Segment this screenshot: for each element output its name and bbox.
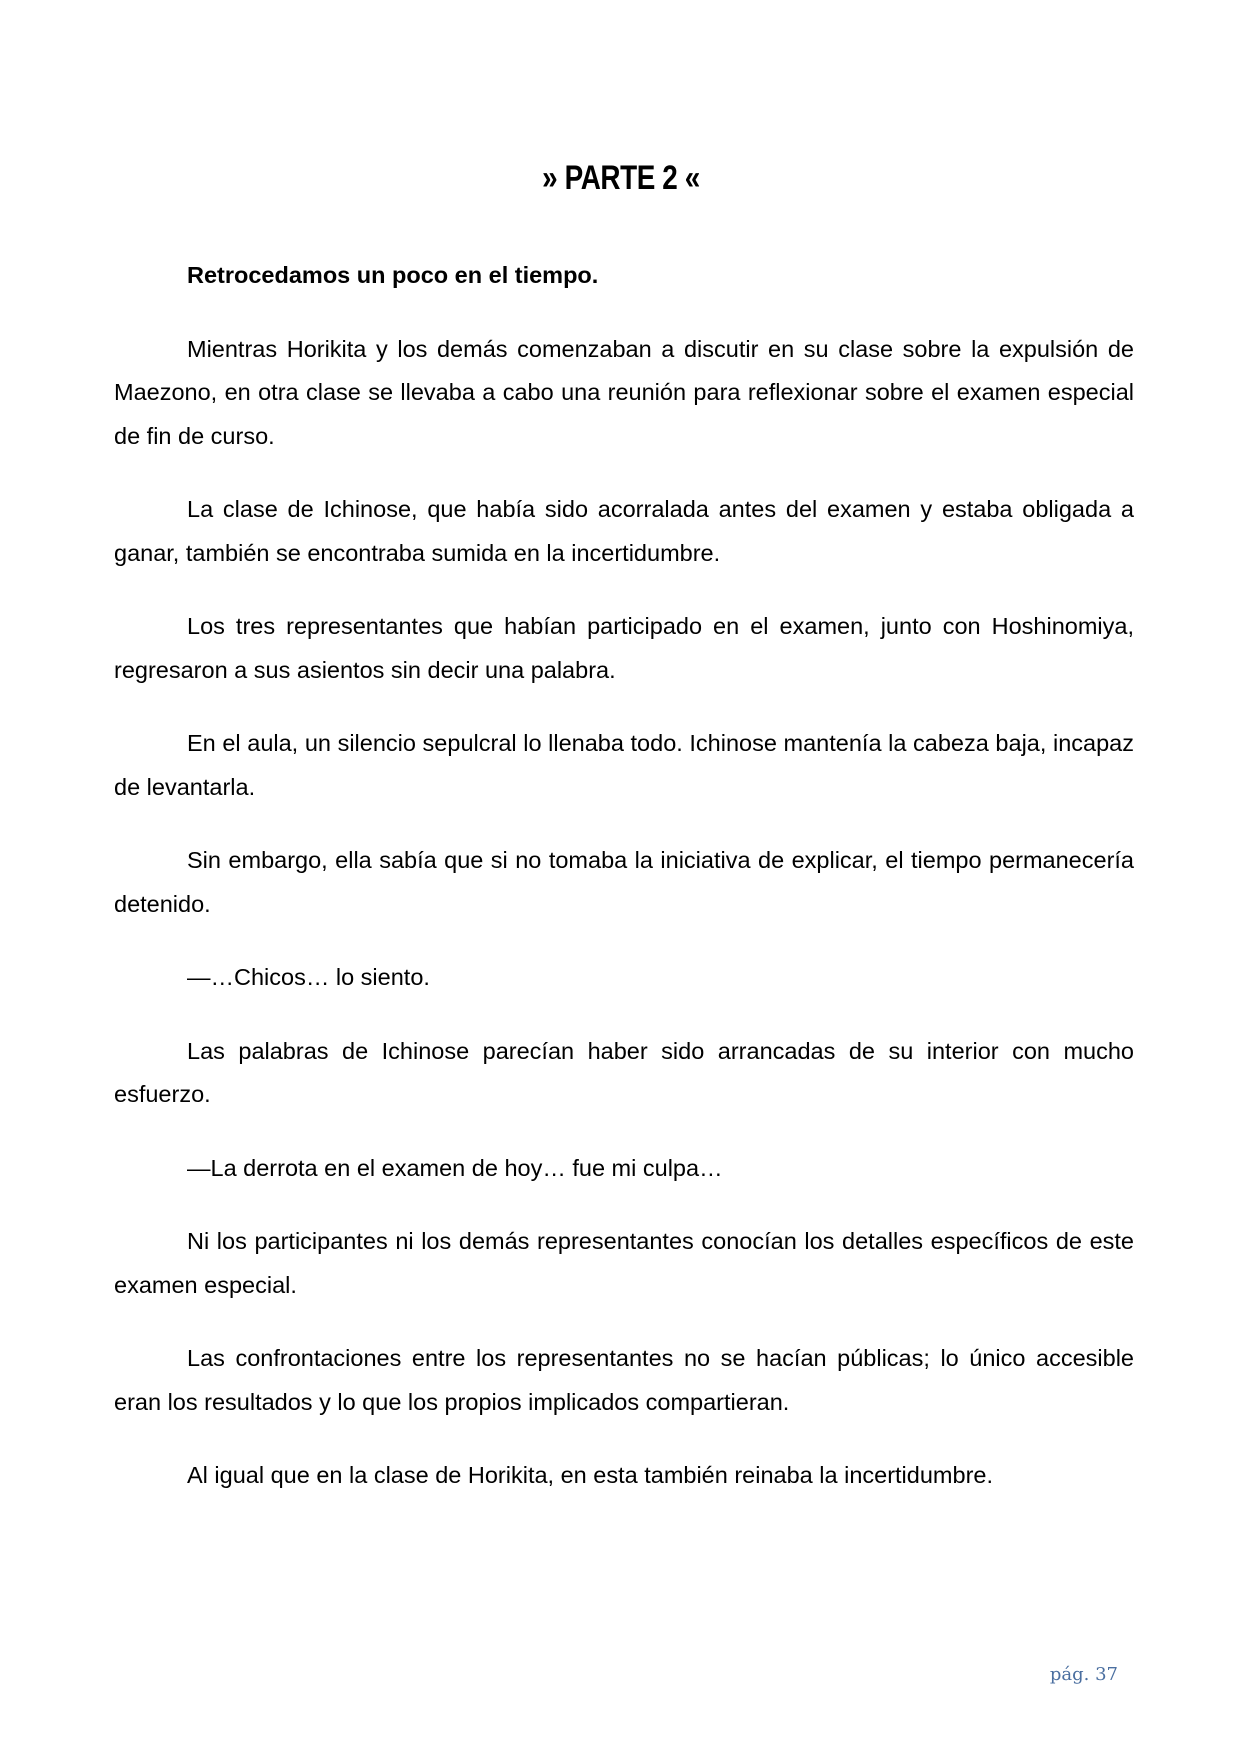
paragraph: Las palabras de Ichinose parecían haber sido arrancadas de su interior con mucho esfuerzo. [114, 1037, 1134, 1107]
dialogue-paragraph: —La derrota en el examen de hoy… fue mi culpa… [187, 1154, 723, 1181]
paragraph: En el aula, un silencio sepulcral lo llenaba todo. Ichinose mantenía la cabeza baja, incapaz de levantarla. [114, 730, 1134, 800]
dialogue-paragraph: —…Chicos… lo siento. [187, 964, 430, 990]
paragraph: Sin embargo, ella sabía que si no tomaba la iniciativa de explicar, el tiempo permanecería detenido. [114, 847, 1134, 917]
paragraph: Al igual que en la clase de Horikita, en esta también reinaba la incertidumbre. [187, 1462, 993, 1488]
paragraph: Mientras Horikita y los demás comenzaban a discutir en su clase sobre la expulsión de Maezono, en otra clase se llevaba a cabo una reunión para reflexionar sobre el examen especial de fin de curso. [114, 335, 1134, 449]
lead-paragraph: Retrocedamos un poco en el tiempo. [187, 262, 599, 288]
page-number: pág. 37 [1049, 1664, 1118, 1685]
paragraph: Ni los participantes ni los demás representantes conocían los detalles específicos de este examen especial. [114, 1228, 1134, 1298]
paragraph: La clase de Ichinose, que había sido acorralada antes del examen y estaba obligada a ganar, también se encontraba sumida en la incertidumbre. [114, 496, 1134, 566]
chapter-part-title: » PARTE 2 « [542, 159, 700, 197]
paragraph: Los tres representantes que habían participado en el examen, junto con Hoshinomiya, regresaron a sus asientos sin decir una palabra. [114, 613, 1134, 683]
body-text [114, 254, 1134, 1528]
paragraph: Las confrontaciones entre los representantes no se hacían públicas; lo único accesible eran los resultados y lo que los propios implicados compartieran. [114, 1345, 1134, 1415]
